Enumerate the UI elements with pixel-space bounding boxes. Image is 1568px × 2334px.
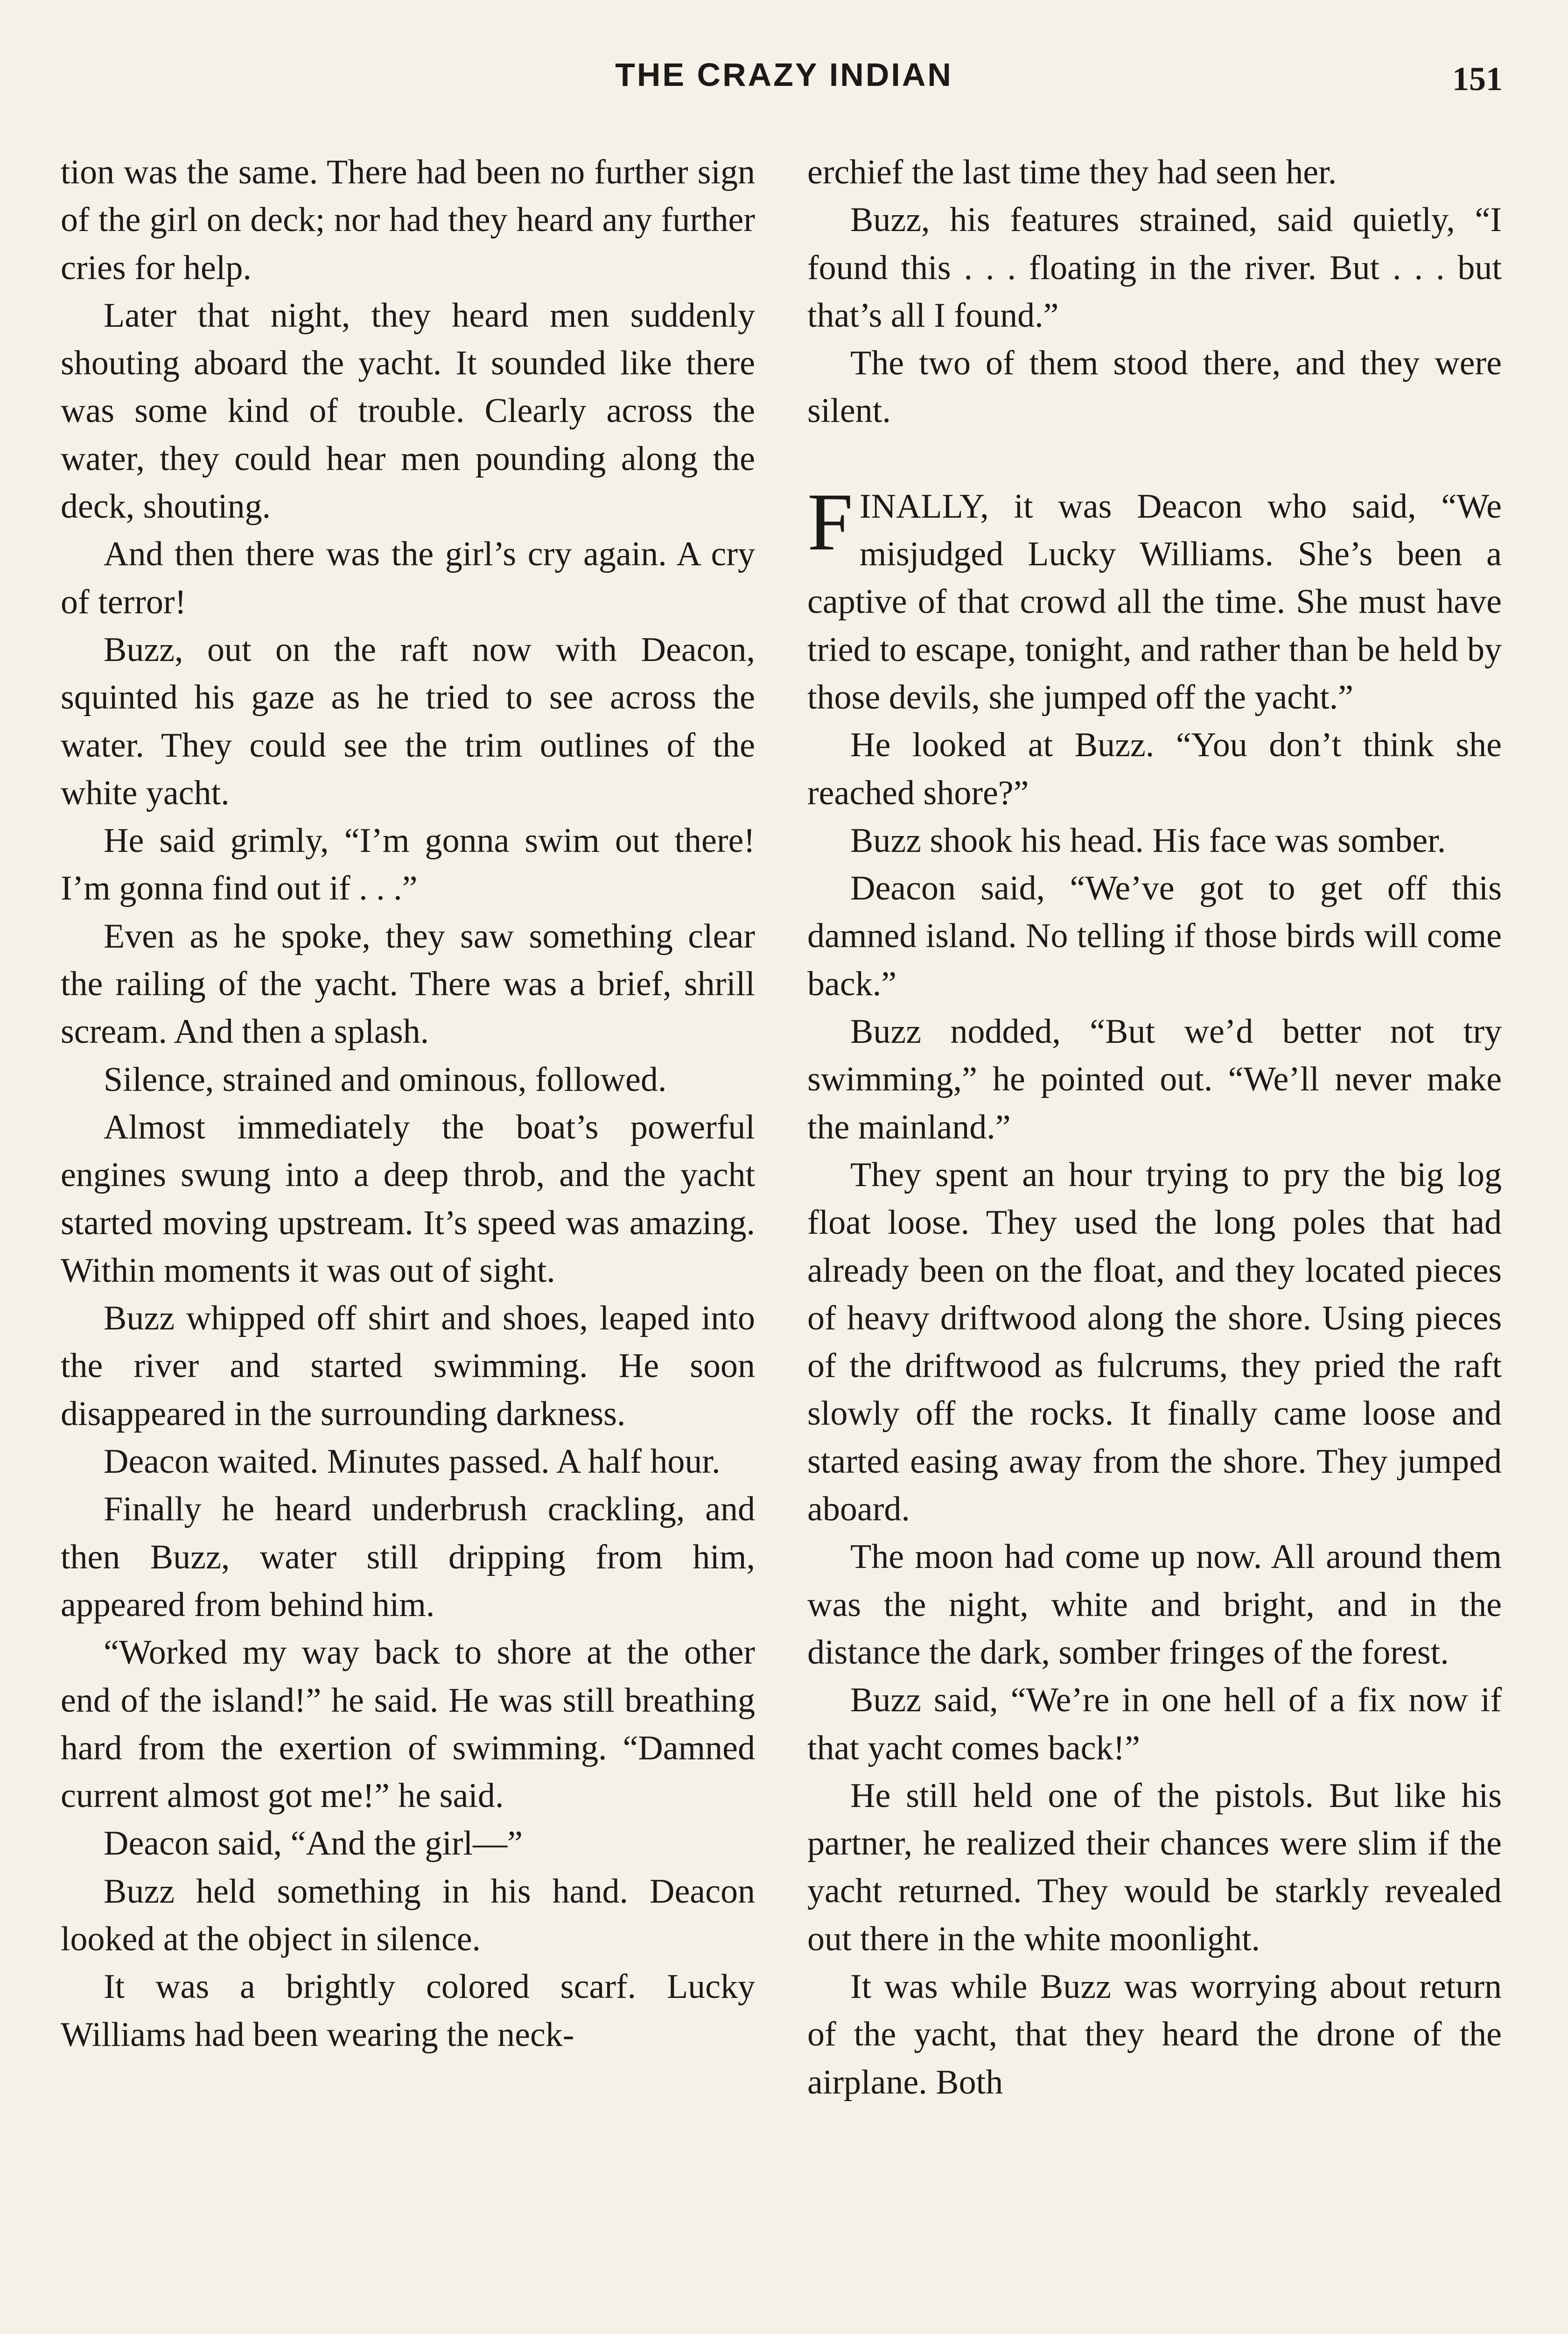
paragraph: Deacon said, “And the girl—” [104, 1824, 523, 1863]
paragraph: The moon had come up now. All around them was the night, white and bright, and in the distance the dark, somber fringes of the forest. [807, 1538, 1502, 1672]
paragraph: Buzz shook his head. His face was somber. [850, 821, 1446, 860]
paragraph: It was while Buzz was worrying about return of the yacht, that they heard the drone of the airplane. Both [807, 1967, 1502, 2102]
paragraph: It was a brightly colored scarf. Lucky Williams had been wearing the neck- [61, 1968, 755, 2054]
paragraph: erchief the last time they had seen her. [807, 153, 1337, 191]
paragraph: Deacon said, “We’ve got to get off this damned island. No telling if those birds will come back.” [807, 869, 1502, 1003]
chapter-title: THE CRAZY INDIAN [615, 56, 953, 93]
right-column [807, 148, 1502, 2106]
page-number: 151 [1452, 60, 1503, 98]
paragraph: Almost immediately the boat’s powerful engines swung into a deep throb, and the yacht started moving upstream. It’s speed was amazing. Within moments it was out of sight. [61, 1108, 755, 1290]
paragraph: Later that night, they heard men suddenly shouting aboard the yacht. It sounded like there was some kind of trouble. Clearly across the water, they could hear men pounding along the deck, shouting. [61, 296, 755, 526]
paragraph: tion was the same. There had been no further sign of the girl on deck; nor had they heard any further cries for help. [61, 153, 755, 287]
paragraph: Deacon waited. Minutes passed. A half hour. [104, 1442, 721, 1481]
paragraph: “Worked my way back to shore at the other end of the island!” he said. He was still breathing hard from the exertion of swimming. “Damned current almost got me!” he said. [61, 1633, 755, 1815]
paragraph: Silence, strained and ominous, followed. [104, 1060, 667, 1099]
paragraph: Buzz whipped off shirt and shoes, leaped into the river and started swimming. He soon disappeared in the surrounding darkness. [61, 1299, 755, 1433]
paragraph: The two of them stood there, and they were silent. [807, 344, 1502, 430]
section-opening-paragraph [807, 476, 1502, 721]
section-opening-text: INALLY, it was Deacon who said, “We misjudged Lucky Williams. She’s been a captive of that crowd all the time. She must have tried to escape, tonight, and rather than be held by those devils, she jumped off the yacht.” [807, 487, 1502, 717]
paragraph: Even as he spoke, they saw something clear the railing of the yacht. There was a brief, shrill scream. And then a splash. [61, 917, 755, 1051]
paragraph: And then there was the girl’s cry again. A cry of terror! [61, 535, 755, 621]
drop-cap: F [807, 476, 853, 568]
paragraph: Finally he heard underbrush crackling, and then Buzz, water still dripping from him, appeared from behind him. [61, 1490, 755, 1624]
paragraph: Buzz nodded, “But we’d better not try swimming,” he pointed out. “We’ll never make the mainland.” [807, 1012, 1502, 1146]
paragraph: He said grimly, “I’m gonna swim out there! I’m gonna find out if . . .” [61, 822, 755, 908]
paragraph: Buzz, out on the raft now with Deacon, squinted his gaze as he tried to see across the water. They could see the trim outlines of the white yacht. [61, 630, 755, 812]
paragraph: They spent an hour trying to pry the big log float loose. They used the long poles that had already been on the float, and they located pieces of heavy driftwood along the shore. Using pieces of the driftwood as fulcrums, they pried the raft slowly off the rocks. It finally came loose and started easing away from the shore. They jumped aboard. [807, 1155, 1502, 1529]
paragraph: Buzz held something in his hand. Deacon looked at the object in silence. [61, 1872, 755, 1958]
paragraph: He still held one of the pistols. But like his partner, he realized their chances were slim if the yacht returned. They would be starkly revealed out there in the white moonlight. [807, 1776, 1502, 1958]
paragraph: Buzz, his features strained, said quietly, “I found this . . . floating in the river. But . . . but that’s all I found.” [807, 201, 1502, 335]
paragraph: He looked at Buzz. “You don’t think she reached shore?” [807, 726, 1502, 812]
paragraph: Buzz said, “We’re in one hell of a fix now if that yacht comes back!” [807, 1681, 1502, 1767]
left-column [61, 148, 755, 2059]
running-header [0, 56, 1568, 112]
